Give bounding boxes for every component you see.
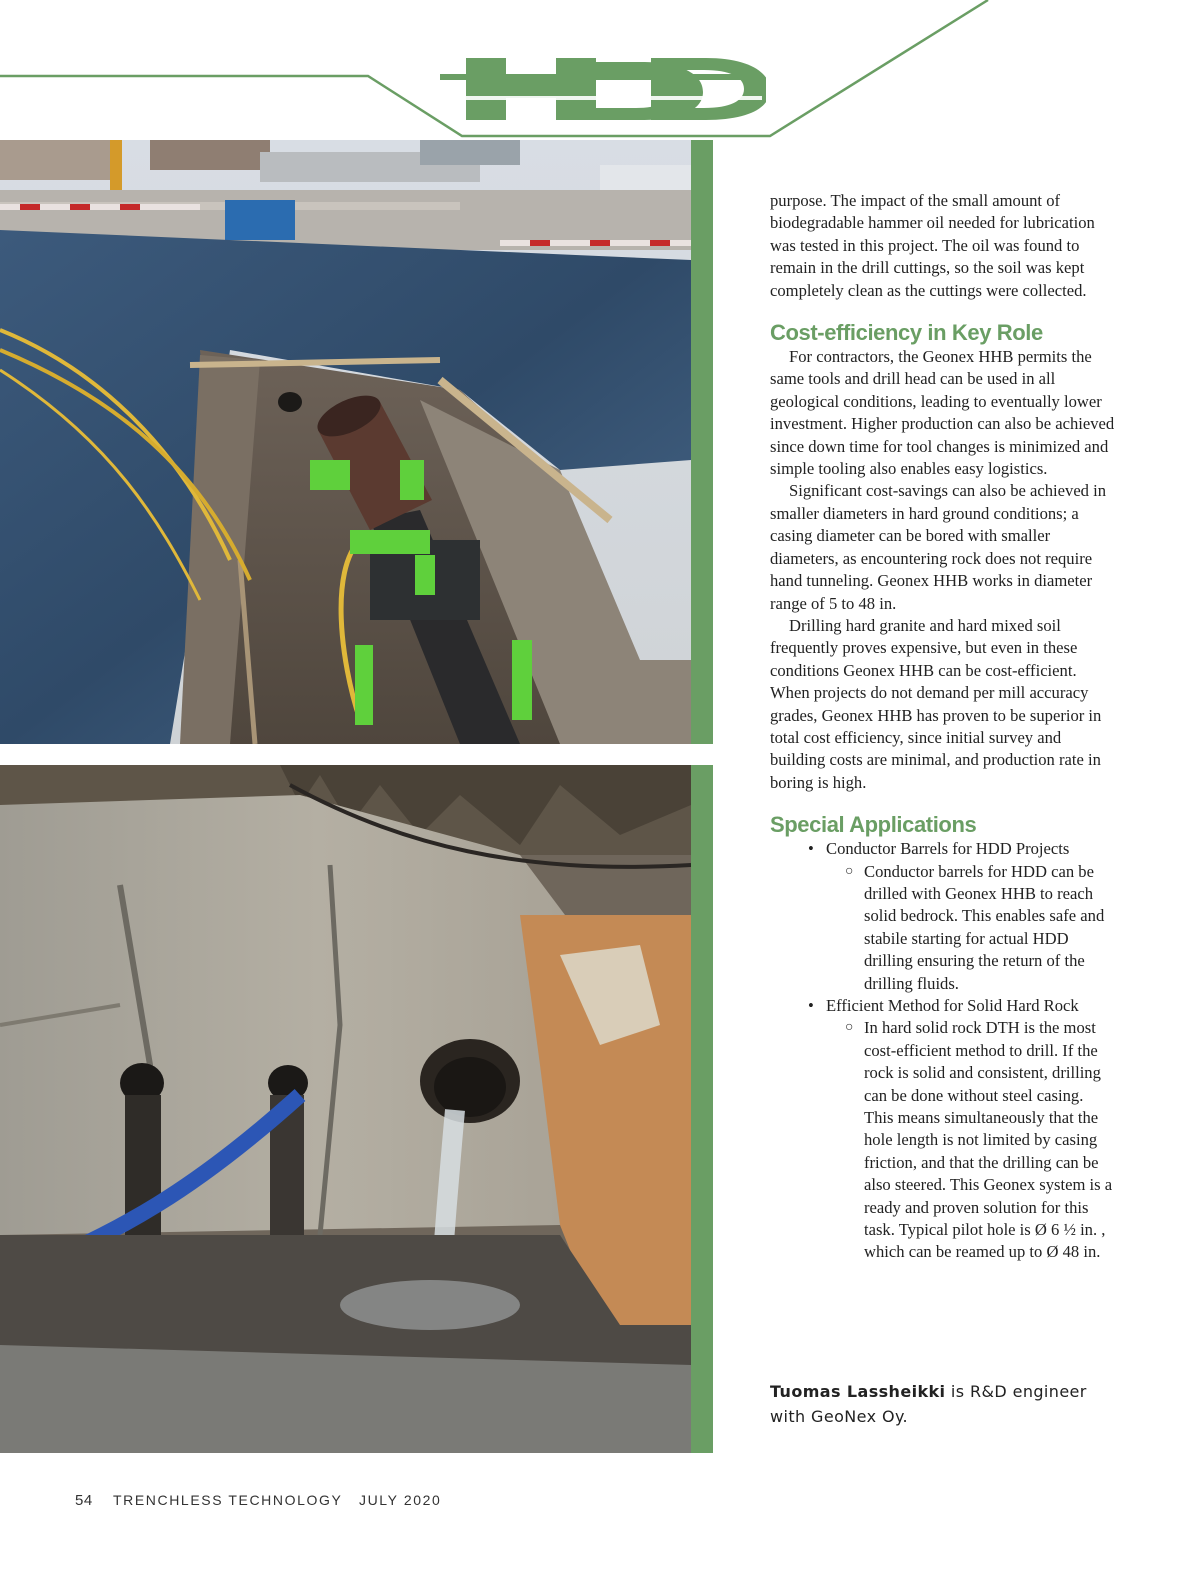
bullet-dot-icon: • xyxy=(808,839,814,859)
body-paragraph: Significant cost-savings can also be achieved in smaller diameters in hard ground conditions; a casing diameter can be bored with smaller diameters, as encountering rock does not require hand tunneling. Geonex HHB works in diameter range of 5 to 48 in. xyxy=(770,481,1107,613)
rig-in-pit-photo xyxy=(0,140,691,744)
photo-accent-bar-top xyxy=(691,140,713,744)
body-paragraph: Drilling hard granite and hard mixed soil frequently proves expensive, but even in these conditions Geonex HHB can be cost-efficient. When projects do not demand per mill accuracy grades, Geonex HHB has proven to be superior in total cost efficiency, since initial survey and building costs are minimal, and production rate in boring is high. xyxy=(770,615,1102,792)
applications-list xyxy=(770,838,1115,1264)
page-number: 54 xyxy=(75,1492,93,1509)
bullet-circle-icon: ○ xyxy=(845,1020,854,1036)
hdd-logo-text: HDD xyxy=(436,54,439,55)
author-name: Tuomas Lassheikki xyxy=(770,1382,946,1401)
sub-list-item-text: In hard solid rock DTH is the most cost-efficient method to drill. If the rock is solid and consistent, drilling can be done without steel casing. This means simultaneously that the hole length is not limited by casing friction, and that the drilling can be also steered. This Geonex system is a ready and proven solution for this task. Typical pilot hole is Ø 6 ½ in. , which can be reamed up to Ø 48 in. xyxy=(864,1018,1113,1262)
page-footer xyxy=(75,1492,441,1509)
sub-list-item xyxy=(845,861,1115,995)
list-item xyxy=(808,995,1115,1264)
issue-date: JULY 2020 xyxy=(359,1492,442,1508)
list-item xyxy=(808,838,1115,995)
bullet-circle-icon: ○ xyxy=(845,863,854,879)
list-item-label: Conductor Barrels for HDD Projects xyxy=(826,839,1070,859)
bullet-dot-icon: • xyxy=(808,996,814,1015)
magazine-name: TRENCHLESS TECHNOLOGY xyxy=(113,1492,343,1508)
article-column xyxy=(770,190,1115,1264)
sub-list-item-text: Conductor barrels for HDD can be drilled with Geonex HHB to reach solid bedrock. This enables safe and stabile starting for actual HDD drilling ensuring the return of the drilling fluids. xyxy=(864,861,1105,993)
section-heading-special-applications: Special Applications xyxy=(770,812,977,838)
rock-face-bore-holes-photo xyxy=(0,765,691,1453)
sub-list xyxy=(826,861,1115,995)
section-heading-cost-efficiency: Cost-efficiency in Key Role xyxy=(770,320,1043,346)
sub-list-item xyxy=(845,1017,1115,1263)
sub-list xyxy=(826,1017,1115,1263)
author-bio xyxy=(770,1379,1120,1429)
body-paragraph: For contractors, the Geonex HHB permits the same tools and drill head can be used in all geological conditions, leading to eventually lower investment. Higher production can also be achieved since down time for tool changes is minimized and simple tooling also enables easy logistics. xyxy=(770,347,1115,479)
intro-paragraph: purpose. The impact of the small amount of biodegradable hammer oil needed for lubrication was tested in this project. The oil was found to remain in the drill cuttings, so the soil was kept completely clean as the cuttings were collected. xyxy=(770,191,1095,300)
author-description: is R&D engineer with GeoNex Oy. xyxy=(770,1382,1087,1426)
list-item-label: Efficient Method for Solid Hard Rock xyxy=(826,996,1079,1015)
hdd-logo xyxy=(436,54,766,124)
photo-accent-bar-bottom xyxy=(691,765,713,1453)
